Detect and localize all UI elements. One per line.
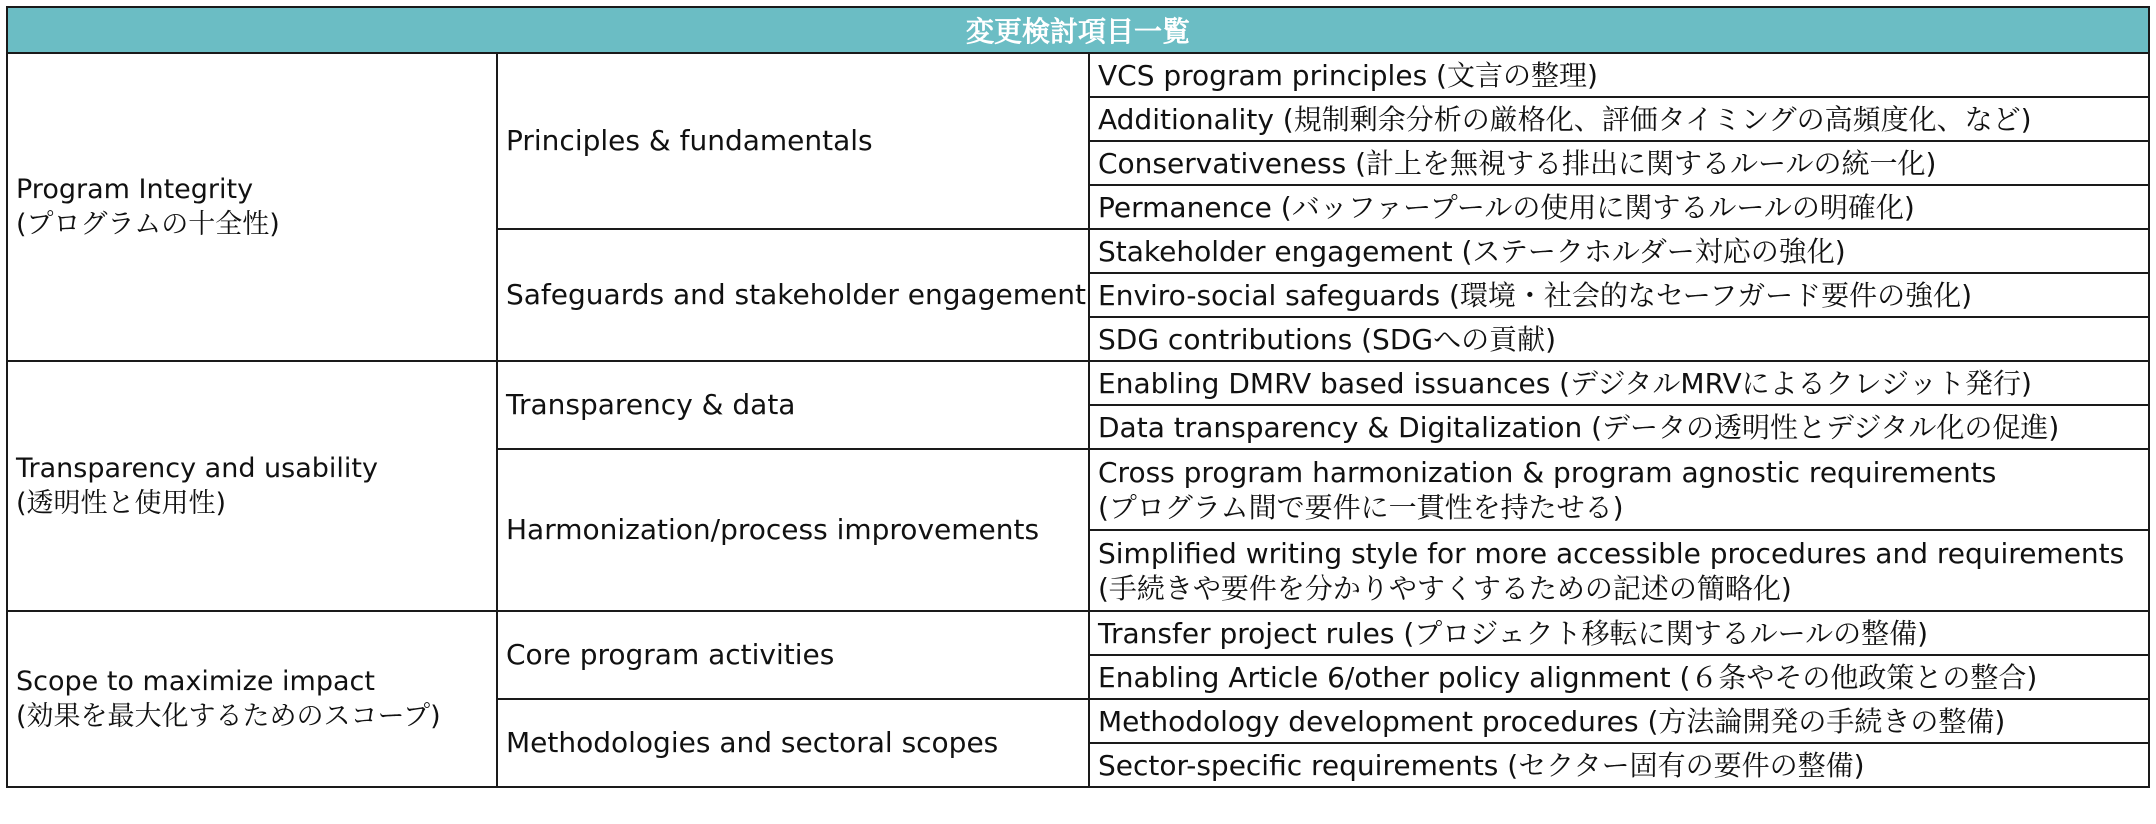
group-harmonization[interactable]: Harmonization/process improvements [497,449,1089,611]
item-cross-program-harmonization[interactable]: Cross program harmonization & program agnostic requirements (プログラム間で要件に一貫性を持たせる) [1089,449,2149,530]
item-transfer-project-rules[interactable]: Transfer project rules (プロジェクト移転に関するルールの整備) [1089,611,2149,655]
review-items-table [6,6,2150,788]
item-methodology-development[interactable]: Methodology development procedures (方法論開発の手続きの整備) [1089,699,2149,743]
item-conservativeness[interactable]: Conservativeness (計上を無視する排出に関するルールの統一化) [1089,141,2149,185]
group-safeguards-stakeholder[interactable]: Safeguards and stakeholder engagement [497,229,1089,361]
title-row [7,7,2149,53]
item-vcs-program-principles[interactable]: VCS program principles (文言の整理) [1089,53,2149,97]
category-program-integrity[interactable]: Program Integrity (プログラムの十全性) [7,53,497,361]
item-sdg-contributions[interactable]: SDG contributions (SDGへの貢献) [1089,317,2149,361]
item-enviro-social-safeguards[interactable]: Enviro-social safeguards (環境・社会的なセーフガード要件の強化) [1089,273,2149,317]
table-row [7,611,2149,655]
category-scope-impact[interactable]: Scope to maximize impact (効果を最大化するためのスコープ) [7,611,497,787]
category-transparency-usability[interactable]: Transparency and usability (透明性と使用性) [7,361,497,611]
item-article-6-alignment[interactable]: Enabling Article 6/other policy alignment (６条やその他政策との整合) [1089,655,2149,699]
item-permanence[interactable]: Permanence (バッファープールの使用に関するルールの明確化) [1089,185,2149,229]
group-transparency-data[interactable]: Transparency & data [497,361,1089,449]
item-additionality[interactable]: Additionality (規制剰余分析の厳格化、評価タイミングの高頻度化、など) [1089,97,2149,141]
table-title[interactable]: 変更検討項目一覧 [7,7,2149,53]
item-enabling-dmrv[interactable]: Enabling DMRV based issuances (デジタルMRVによるクレジット発行) [1089,361,2149,405]
group-principles-fundamentals[interactable]: Principles & fundamentals [497,53,1089,229]
group-core-program-activities[interactable]: Core program activities [497,611,1089,699]
item-sector-specific-requirements[interactable]: Sector-specific requirements (セクター固有の要件の整備) [1089,743,2149,787]
item-stakeholder-engagement[interactable]: Stakeholder engagement (ステークホルダー対応の強化) [1089,229,2149,273]
item-simplified-writing-style[interactable]: Simplified writing style for more accessible procedures and requirements (手続きや要件を分かりやすくするための記述の簡略化) [1089,530,2149,611]
group-methodologies-sectoral[interactable]: Methodologies and sectoral scopes [497,699,1089,787]
table-row [7,53,2149,97]
table-row [7,361,2149,405]
item-data-transparency[interactable]: Data transparency & Digitalization (データの透明性とデジタル化の促進) [1089,405,2149,449]
